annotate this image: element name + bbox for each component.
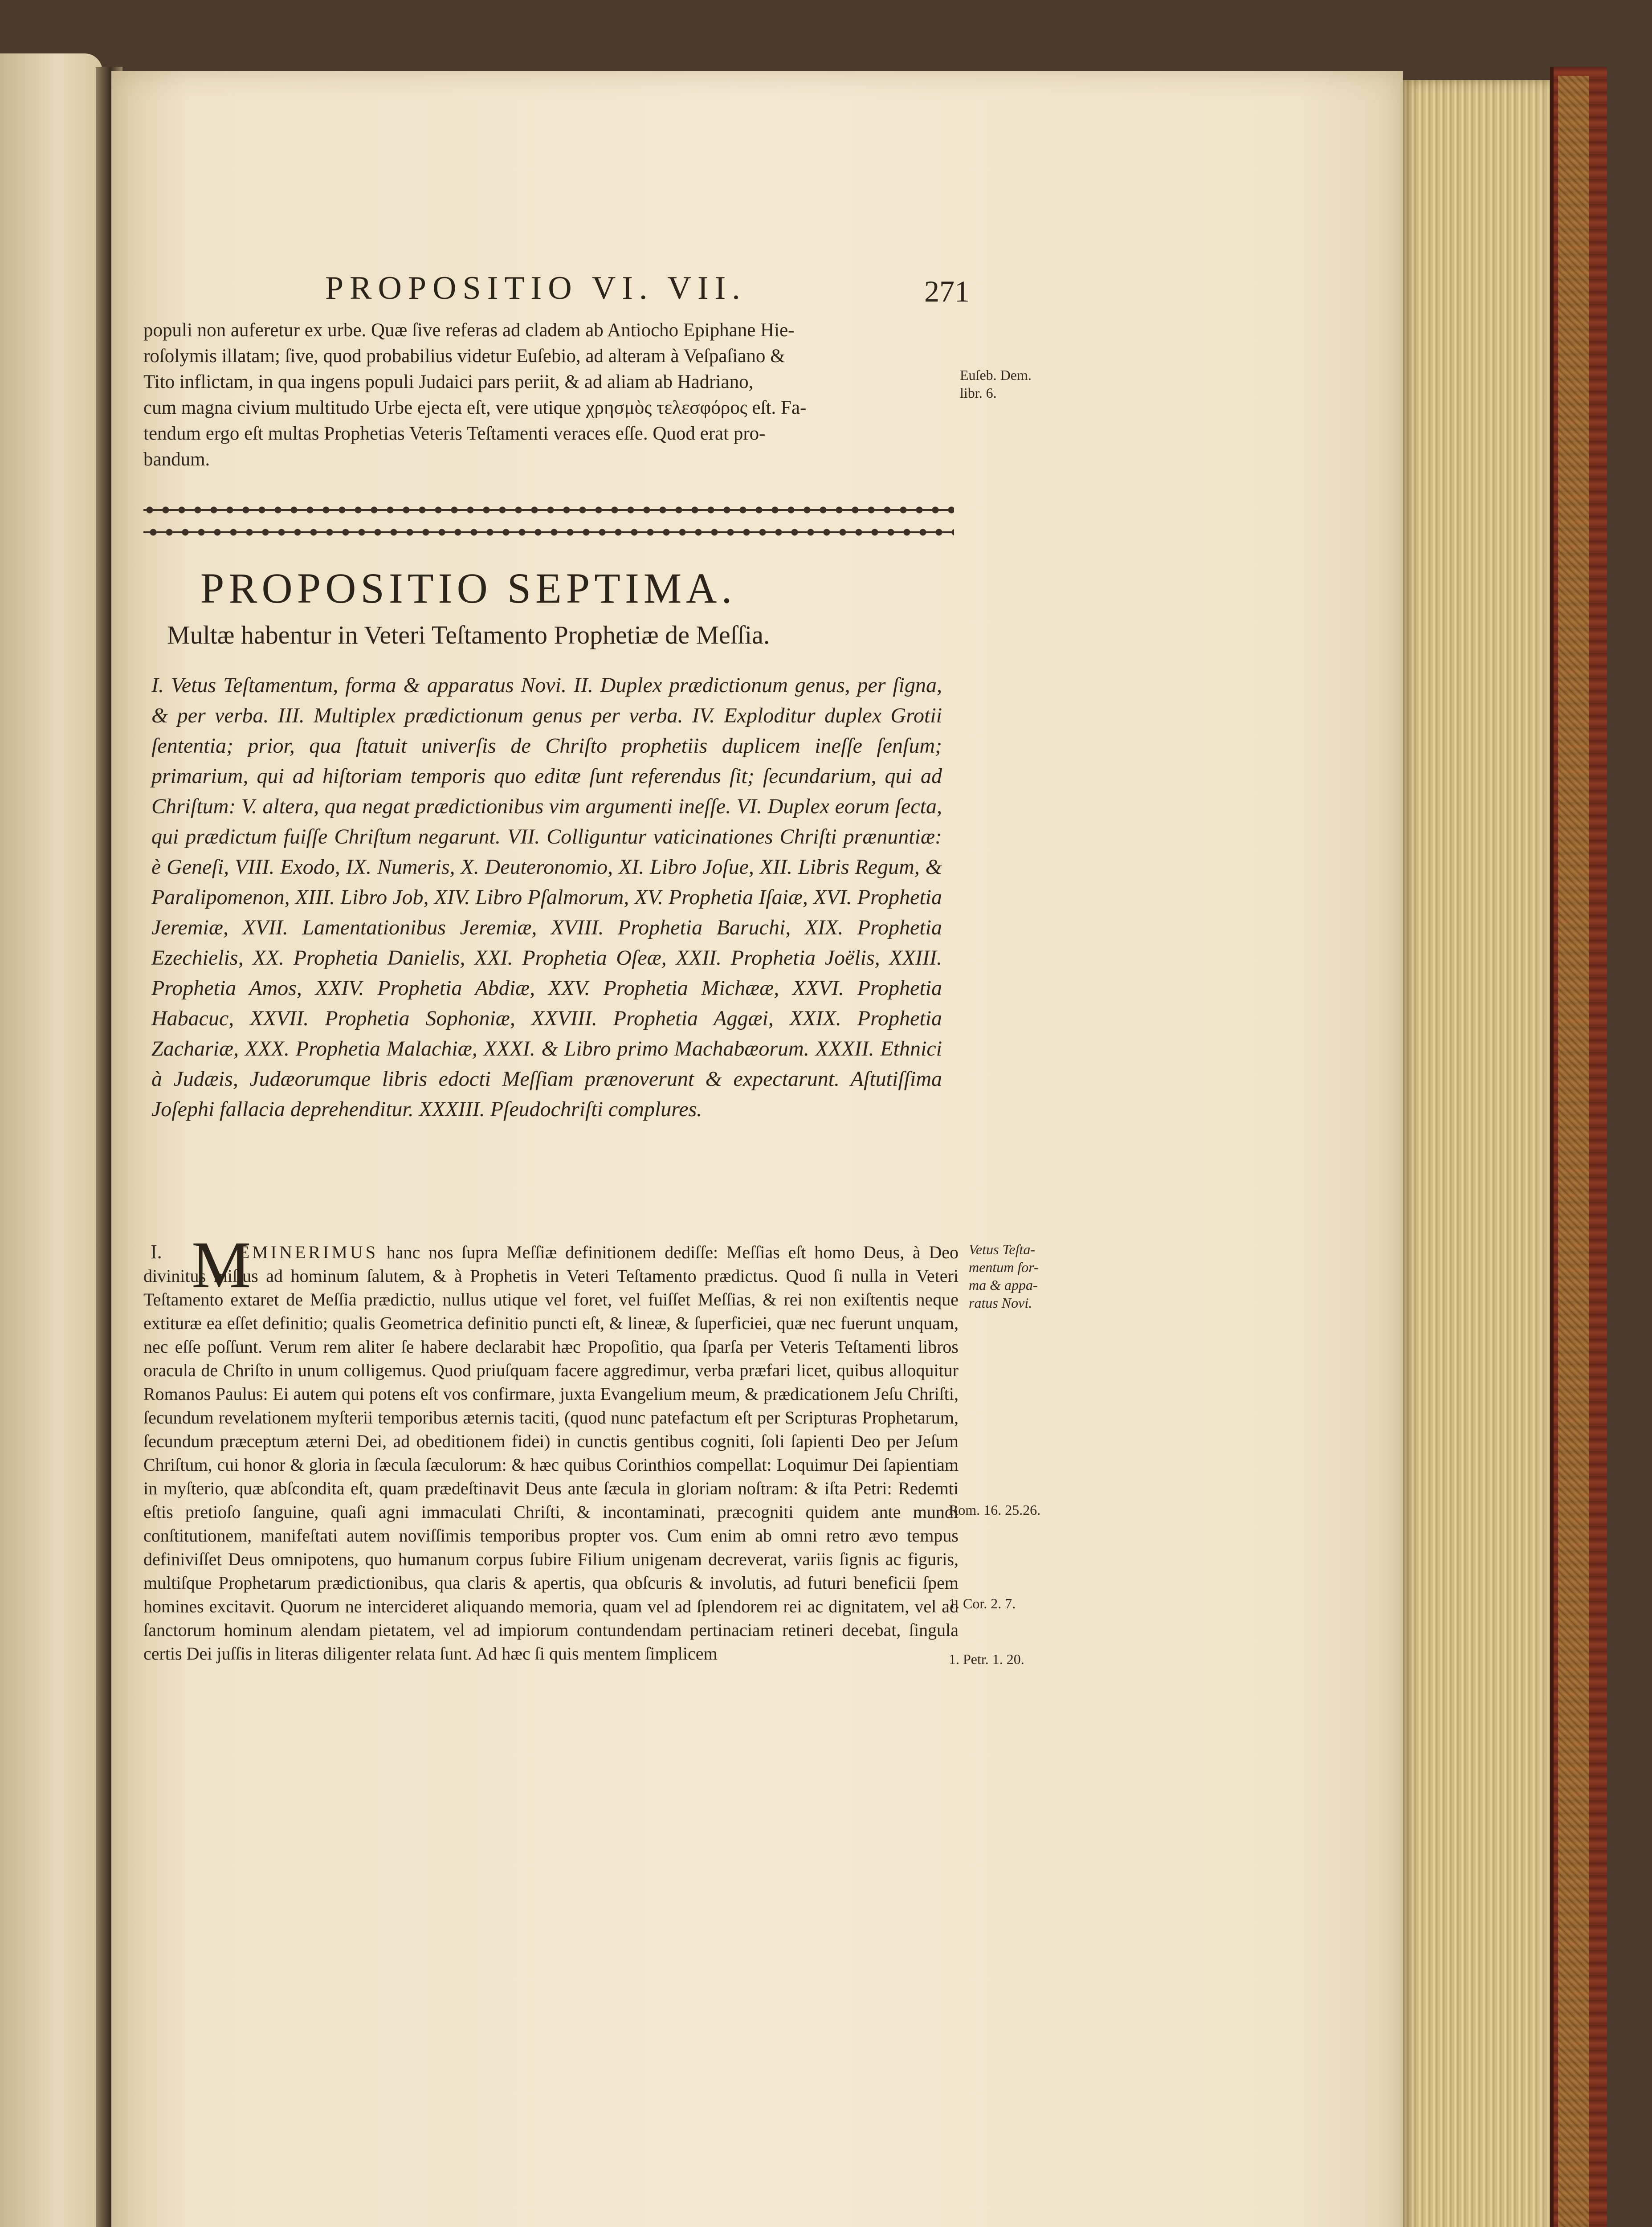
chapter-summary: I. Vetus Teſtamentum, forma & apparatus Novi. II. Duplex prædictionum genus, per ſigna, & per verba. III. Multiplex prædictionum genus per verba. IV. Exploditur duplex Grotii ſententia; prior, qua ſtatuit univerſis de Chriſto prophetiis duplicem ineſſe ſenſum; primarium, qui ad hiſtoriam temporis quo editæ ſunt referendus ſit; ſecundarium, qui ad Chriſtum: V. altera, qua negat prædictionibus vim argumenti ineſſe. VI. Duplex eorum ſecta, qui prædictum fuiſſe Chriſtum negarunt. VII. Colliguntur vaticinationes Chriſti prænuntiæ: è Geneſi, VIII. Exodo, IX. Numeris, X. Deuteronomio, XI. Libro Joſue, XII. Libris Regum, & Paralipomenon, XIII. Libro Job, XIV. Libro Pſalmorum, XV. Prophetia Iſaiæ, XVI. Prophetia Jeremiæ, XVII. Lamentationibus Jeremiæ, XVIII. Prophetia Baruchi, XIX. Prophetia Ezechielis, XX. Prophetia Danielis, XXI. Prophetia Oſeæ, XXII. Prophetia Joëlis, XXIII. Prophetia Amos, XXIV. Prophetia Abdiæ, XXV. Prophetia Michææ, XXVI. Prophetia Habacuc, XXVII. Prophetia Sophoniæ, XXVIII. Prophetia Aggæi, XXIX. Prophetia Zachariæ, XXX. Prophetia Malachiæ, XXXI. & Libro primo Machabæorum. XXXII. Ethnici à Judæis, Judæorumque libris edocti Meſſiam prænoverunt & expectarunt. Aſtutiſſima Joſephi fallacia deprehenditur. XXXIII. Pſeudochriſti complures. [151,673,942,1121]
top-line-4: cum magna civium multitudo Urbe ejecta eſt, vere utique χρησμὸς τελεσφόρος eſt. Fa- [143,397,807,418]
proposition-subtitle: Multæ habentur in Veteri Teſtamento Prophetiæ de Meſſia. [167,620,770,649]
body-text: hanc nos ſupra Meſſiæ definitionem dediſſe: Meſſias eſt homo Deus, à Deo divinitus miſſus ad hominum ſalutem, & à Prophetis in Veteri Teſtamento prædictus. Quod ſi nulla in Veteri Teſtamento extaret de Meſſia prædictio, nullus utique vel foret, vel fuiſſet Meſſias, & rei non exiſtentis neque extituræ ea eſſet definitio; qualis Geometrica definitio puncti eſt, & lineæ, & ſuperficiei, quæ nec fuerunt unquam, nec eſſe poſſunt. Verum rem aliter ſe habere declarabit hæc Propoſitio, qua ſparſa per Veteris Teſtamenti libros oracula de Chriſto in unum colligemus. Quod priuſquam facere aggredimur, verba præfari licet, quibus alloquitur Romanos Paulus: Ei autem qui potens eſt vos confirmare, juxta Evangelium meum, & prædicationem Jeſu Chriſti, ſecundum revelationem myſterii temporibus æternis taciti, (quod nunc patefactum eſt per Scripturas Prophetarum, ſecundum præceptum æterni Dei, ad obeditionem fidei) in cunctis gentibus cogniti, ſoli ſapienti Deo per Jeſum Chriſtum, cui honor & gloria in ſæcula ſæculorum: & hæc quibus Corinthios compellat: Loquimur Dei ſapientiam in myſterio, quæ abſcondita eſt, quam prædeſtinavit Deus ante ſæcula in gloriam noſtram: & iſta Petri: Redemti eſtis pretioſo ſanguine, quaſi agni immaculati Chriſti, & incontaminati, præcogniti quidem ante mundi conſtitutionem, manifeſtati autem noviſſimis temporibus propter vos. Cum enim ab omni retro ævo tempus definiviſſet Deus omnipotens, quo humanum corpus ſubire Filium unigenam decreverat, variis ſignis ac figuris, multiſque Prophetarum prædictionibus, qua claris & apertis, qua obſcuris & involutis, ad futuri beneficii ſpem homines excitavit. Quorum ne intercideret aliquando memoria, quam vel ad ſplendorem rei ac dignitatem, vel ad ſanctorum hominum alendam pietatem, vel ad impiorum contundendam pertinaciam retineri decebat, ſingula certis Dei juſſis in literas diligenter relata ſunt. Ad hæc ſi quis mentem ſimplicem [143,1242,959,1664]
drop-cap: M [192,1228,251,1302]
right-page [111,71,1403,2227]
left-page-edge [0,53,102,2227]
ornament-band-bottom [143,525,954,540]
running-head-title: PROPOSITIO VI. VII. [325,270,746,306]
ornament-band-top [143,502,954,518]
margin-note-vetus-line-3: ma & appa- [969,1277,1038,1293]
top-line-3: Tito inflictam, in qua ingens populi Judaici pars periit, & ad aliam ab Hadriano, [143,371,754,392]
margin-note-romans: Rom. 16. 25.26. [949,1502,1041,1518]
margin-note-vetus-line-1: Vetus Teſta- [969,1241,1036,1257]
page-content [111,71,1403,2227]
page-number: 271 [924,274,970,308]
top-line-2: roſolymis illatam; ſive, quod probabilius videtur Euſebio, ad alteram à Veſpaſiano & [143,346,785,367]
margin-note-eusebius [960,366,1032,402]
margin-note-vetus [969,1240,1039,1312]
top-line-5: tendum ergo eſt multas Prophetias Veteris Teſtamenti veraces eſſe. Quod erat pro- [143,423,766,444]
margin-note-eusebius-line-1: Euſeb. Dem. [960,367,1032,383]
top-line-1: populi non auferetur ex urbe. Quæ ſive referas ad cladem ab Antiocho Epiphane Hie- [143,320,795,341]
gilt-tooling [1558,76,1589,2227]
body-paragraph [143,1240,959,1665]
margin-note-peter: 1. Petr. 1. 20. [949,1651,1024,1667]
margin-note-vetus-line-2: mentum for- [969,1259,1039,1275]
opening-word: EMINERIMUS [238,1242,379,1262]
margin-note-corinthians: 1. Cor. 2. 7. [949,1595,1016,1611]
top-paragraph [143,318,950,473]
margin-note-eusebius-line-2: libr. 6. [960,385,997,401]
top-line-6: bandum. [143,449,210,470]
margin-note-vetus-line-4: ratus Novi. [969,1295,1032,1311]
section-number: I. [151,1241,162,1263]
page-edges [1403,80,1550,2227]
proposition-title: PROPOSITIO SEPTIMA. [200,564,737,612]
